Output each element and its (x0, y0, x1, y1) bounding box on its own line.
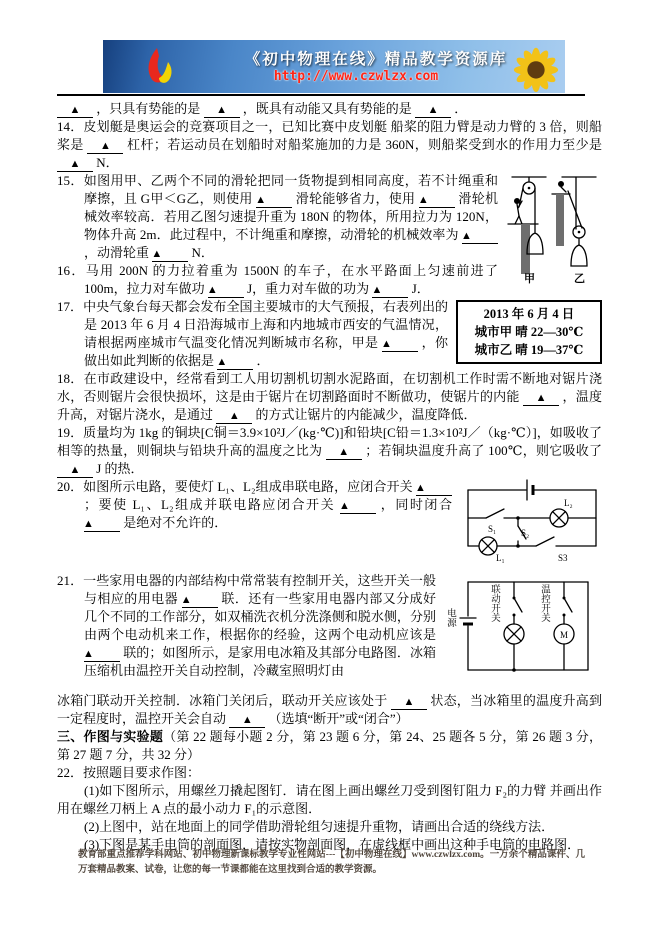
thermo-switch-label: 温控开关 (539, 584, 549, 622)
thermo-switch-icon (564, 598, 572, 612)
section-3-title: 三、作图与实验题 (57, 729, 164, 744)
answer-blank: ▲ (87, 139, 123, 154)
question-15: 15．如图用甲、乙两个不同的滑轮把同一货物提到相同高度，若不计绳重和摩擦，且 G甲＜G乙，则使用 ▲ 滑轮能够省力，使用 ▲ 滑轮机械效率较高．若用乙图匀速提升重为 180N 的物体，所用拉力为 120N，物体升高 2m．此过程中，不计绳重和摩擦，动滑轮的机械效率为 ▲ ，动滑轮重 ▲ N． (57, 173, 498, 260)
person-icon (514, 198, 520, 204)
answer-blank: ▲ (182, 593, 218, 608)
question-22-3: (3)下图是某手电筒的剖面图，请按实物剖面图，在虚线框中画出这种手电筒的电路图． (84, 837, 581, 852)
circuit-figure-q20 (460, 478, 602, 570)
question-20-block (57, 478, 602, 572)
label-s3: S3 (558, 553, 568, 563)
question-16: 16．马用 200N 的力拉着重为 1500N 的车子，在水平路面上匀速前进了 100m，拉力对车做功 ▲ J，重力对车做的功为 ▲ J． (57, 263, 498, 296)
exam-body (57, 100, 602, 854)
answer-blank: ▲ (382, 337, 418, 352)
site-footer: 教育部重点推荐学科网站、初中物理新课标教学专业性网站---【初中物理在线】www.czwlzx.com。一万余个精品课件、几万套精品教案、试卷，让您的每一节课都能在这里找到合适的教学资源。 (78, 850, 585, 875)
answer-blank: ▲ (462, 229, 498, 244)
support-column (556, 194, 564, 246)
door-switch-label: 联动开关 (489, 584, 499, 622)
power-label: 电源 (445, 608, 455, 627)
answer-blank: ▲ (523, 391, 559, 406)
label-l2: L₂ (564, 498, 573, 508)
pulley-label-yi: 乙 (574, 273, 585, 284)
answer-blank: ▲ (216, 409, 252, 424)
answer-blank: ▲ (57, 103, 93, 118)
pulley-label-jia: 甲 (524, 273, 535, 284)
label-l1: L₁ (496, 553, 505, 563)
weather-table (456, 300, 602, 364)
switch-s3-icon (536, 537, 554, 546)
weather-city-yi: 城市乙 晴 19—37℃ (474, 343, 584, 357)
person-icon (558, 181, 564, 187)
banner-title: 《初中物理在线》精品教学资源库 (244, 50, 508, 68)
motor-label: M (559, 630, 569, 640)
pulley-figure (506, 172, 602, 284)
question-22-1: (1)如下图所示，用螺丝刀撬起图钉．请在图上画出螺丝刀受到图钉阻力 F₂的力臂 并画出作用在螺丝刀柄上 A 点的最小动力 F₁的示意图． (57, 783, 602, 816)
question-13-tail: ▲ ，只具有势能的是 ▲ ，既具有动能又具有势能的是 ▲ ． (57, 100, 602, 118)
question-21-block (57, 572, 602, 692)
answer-blank: ▲ (256, 193, 292, 208)
weight-icon (571, 245, 587, 266)
answer-blank: ▲ (372, 283, 408, 298)
answer-blank: ▲ (391, 695, 427, 710)
answer-blank: ▲ (416, 481, 452, 496)
switch-s1-icon (486, 509, 504, 518)
banner-url-link[interactable]: http://www.czwlzx.com (273, 69, 439, 84)
question-17: 17．中央气象台每天都会发布全国主要城市的大气预报，右表列出的是 2013 年 6 月 4 日沿海城市上海和内地城市西安的气温情况，请根据两座城市气温变化情况判断城市名称，甲是 ▲ ，你做出如此判断的依据是 ▲ ． (57, 299, 448, 368)
answer-blank: ▲ (340, 499, 376, 514)
answer-blank: ▲ (326, 445, 362, 460)
answer-blank: ▲ (204, 103, 240, 118)
weather-date: 2013 年 6 月 4 日 (483, 307, 575, 321)
sunflower-icon (511, 43, 561, 93)
question-21: 21．一些家用电器的内部结构中常常装有控制开关，这些开关一般与相应的用电器 ▲ 联．还有一些家用电器内部又分成好几个不同的工作部分，如双桶洗衣机分洗涤侧和脱水侧，分别由两个电动机来工作，根据你的经验，这两个电动机应该是 ▲ 联的；如图所示，是家用电冰箱及其部分电路图．冰箱压缩机由温控开关自动控制，冷藏室照明灯由 (57, 573, 436, 678)
question-15-16-block (57, 172, 602, 298)
question-18: 18．在市政建设中，经常看到工人用切割机切割水泥路面，在切割机工作时需不断地对锯片浇水，否则锯片会很快损坏，这是由于锯片在切割路面时不断做功，使锯片的内能 ▲ ，温度升高，对锯片浇水，是通过 ▲ 的方式让锯片的内能减少，温度降低． (57, 371, 602, 422)
flame-logo-icon (141, 46, 183, 90)
header-divider (57, 94, 585, 96)
answer-blank: ▲ (84, 517, 120, 532)
question-20: 20．如图所示电路，要使灯 L₁、L₂组成串联电路，应闭合开关 ▲ ；要使 L₁、L₂组成并联电路应闭合开关 ▲ ，同时闭合 ▲ 是绝对不允许的． (57, 479, 452, 530)
answer-blank: ▲ (217, 355, 253, 370)
section-3-scores: （第 22 题每小题 2 分，第 23 题 6 分，第 24、25 题各 5 分，第 26 题 3 分，第 27 题 7 分，共 32 分） (57, 729, 602, 762)
support-column (521, 224, 530, 274)
question-17-block (57, 298, 602, 370)
answer-blank: ▲ (419, 193, 455, 208)
label-s2: S₂ (521, 528, 530, 538)
section-3-header (57, 728, 602, 764)
door-switch-icon (514, 598, 522, 612)
answer-blank: ▲ (229, 713, 265, 728)
label-s1: S₁ (488, 524, 497, 534)
question-22: 22．按照题目要求作图： (57, 765, 201, 780)
answer-blank: ▲ (57, 463, 93, 478)
question-14: 14．皮划艇是奥运会的竞赛项目之一，已知比赛中皮划艇 船桨的阻力臂是动力臂的 3 倍，则船桨是 ▲ 杠杆；若运动员在划船时对船桨施加的力是 360N，则船桨受到水的作用力至少是 ▲ N． (57, 119, 602, 170)
answer-blank: ▲ (152, 247, 188, 262)
question-21-tail: 冰箱门联动开关控制．冰箱门关闭后，联动开关应该处于 ▲ 状态，当冰箱里的温度升高到一定程度时，温控开关会自动 ▲ （选填“断开”或“闭合”） (57, 693, 602, 726)
answer-blank: ▲ (84, 647, 120, 662)
answer-blank: ▲ (415, 103, 451, 118)
answer-blank: ▲ (208, 283, 244, 298)
site-banner (103, 40, 565, 93)
question-19: 19．质量均为 1kg 的铜块[C铜＝3.9×10²J／(kg·℃)]和铅块[C铅＝1.3×10²J／（kg·℃）]，如吸收了相等的热量，则铜块与铅块升高的温度之比为 ▲ ；若铜块温度升高了 100℃，则它吸收了 ▲ J 的热． (57, 425, 602, 476)
question-22-2: (2)上图中，站在地面上的同学借助滑轮组匀速提升重物，请画出合适的绕线方法． (84, 819, 555, 834)
fridge-circuit-figure (444, 572, 602, 690)
answer-blank: ▲ (57, 157, 93, 172)
weather-city-jia: 城市甲 晴 22—30℃ (474, 325, 584, 339)
